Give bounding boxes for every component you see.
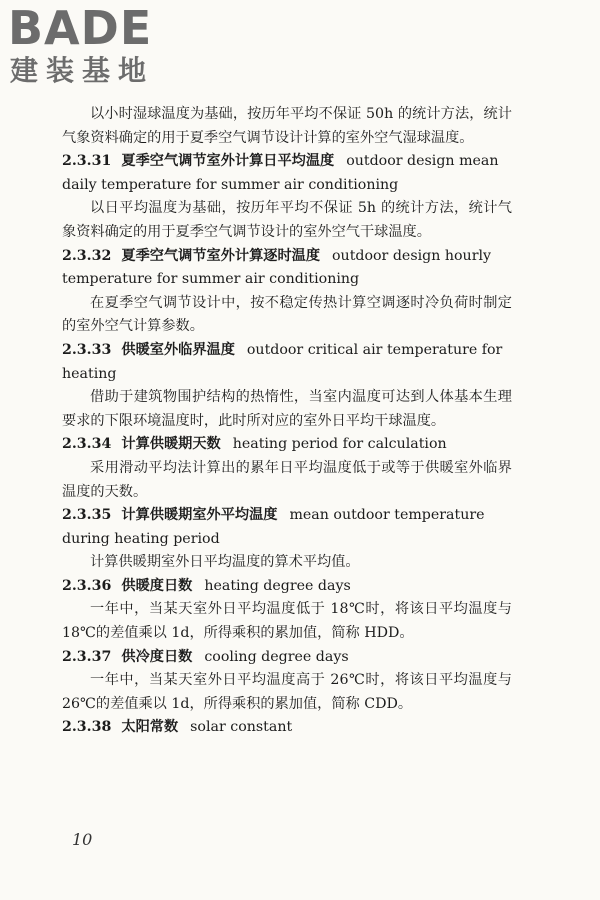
- entry-definition: 一年中，当某天室外日平均温度高于 26℃时，将该日平均温度与 26℃的差值乘以 1d，所得乘积的累加值，简称 CDD。: [62, 672, 512, 712]
- entry-term-zh: 夏季空气调节室外计算日平均温度: [121, 153, 335, 170]
- logo-chinese-text: 建装基地: [10, 54, 155, 87]
- entry-number: 2.3.35: [62, 507, 112, 524]
- entry-number: 2.3.32: [62, 247, 112, 264]
- entry-heading: [62, 245, 512, 292]
- entry-term-en: outdoor design hourly temperature for summer air conditioning: [62, 247, 492, 288]
- entry-number: 2.3.37: [62, 648, 112, 665]
- entry-2-3-32: [62, 245, 512, 339]
- logo-latin-text: BADE: [8, 1, 153, 55]
- entry-definition: 以日平均温度为基础，按历年平均不保证 5h 的统计方法，统计气象资料确定的用于夏季空气调节设计的室外空气干球温度。: [62, 200, 512, 240]
- entry-2-3-34: [62, 433, 512, 504]
- page-number: 10: [72, 830, 93, 849]
- entry-term-zh: 计算供暖期天数: [121, 436, 221, 453]
- entry-term-zh: 太阳常数: [121, 719, 179, 736]
- entry-definition: 借助于建筑物围护结构的热惰性，当室内温度可达到人体基本生理要求的下限环境温度时，此时所对应的室外日平均干球温度。: [62, 389, 512, 429]
- entry-2-3-37: [62, 646, 512, 717]
- entry-term-en: outdoor critical air temperature for heating: [62, 341, 503, 382]
- entry-term-en: solar constant: [190, 719, 293, 736]
- entry-definition: 计算供暖期室外日平均温度的算术平均值。: [90, 554, 360, 571]
- entry-number: 2.3.36: [62, 577, 112, 594]
- entry-term-en: heating period for calculation: [232, 436, 447, 453]
- entry-number: 2.3.33: [62, 341, 112, 358]
- entry-term-zh: 供暖室外临界温度: [121, 341, 235, 358]
- entry-definition: 一年中，当某天室外日平均温度低于 18℃时，将该日平均温度与 18℃的差值乘以 1d，所得乘积的累加值，简称 HDD。: [62, 601, 512, 642]
- entry-heading: [62, 575, 512, 599]
- entry-term-zh: 计算供暖期室外平均温度: [121, 507, 278, 524]
- entry-number: 2.3.38: [62, 719, 112, 736]
- entry-term-zh: 供冷度日数: [121, 648, 193, 665]
- entry-2-3-31: [62, 150, 512, 244]
- entry-heading: [62, 150, 512, 197]
- entry-term-en: heating degree days: [204, 577, 351, 594]
- entry-heading: [62, 504, 512, 551]
- entry-term-zh: 夏季空气调节室外计算逐时温度: [121, 247, 321, 264]
- entry-heading: [62, 646, 512, 670]
- entry-2-3-33: [62, 339, 512, 433]
- intro-paragraph: 以小时湿球温度为基础，按历年平均不保证 50h 的统计方法，统计气象资料确定的用于夏季空气调节设计计算的室外空气湿球温度。: [62, 106, 512, 146]
- entry-term-en: mean outdoor temperature during heating period: [62, 507, 485, 547]
- entry-definition: 在夏季空气调节设计中，按不稳定传热计算空调逐时冷负荷时制定的室外空气计算参数。: [62, 294, 512, 335]
- entry-2-3-35: [62, 504, 512, 575]
- document-body: [62, 103, 512, 740]
- entry-2-3-38: [62, 716, 512, 740]
- entry-term-zh: 供暖度日数: [121, 577, 193, 594]
- bade-logo: [8, 1, 178, 90]
- entry-definition: 采用滑动平均法计算出的累年日平均温度低于或等于供暖室外临界温度的天数。: [62, 459, 512, 500]
- entry-number: 2.3.31: [62, 153, 112, 170]
- entry-2-3-36: [62, 575, 512, 646]
- entry-heading: [62, 339, 512, 386]
- entry-term-en: cooling degree days: [204, 648, 349, 665]
- entry-heading: [62, 433, 512, 457]
- entry-number: 2.3.34: [62, 436, 112, 453]
- entry-heading: [62, 716, 512, 740]
- entry-term-en: outdoor design mean daily temperature for summer air conditioning: [62, 153, 499, 193]
